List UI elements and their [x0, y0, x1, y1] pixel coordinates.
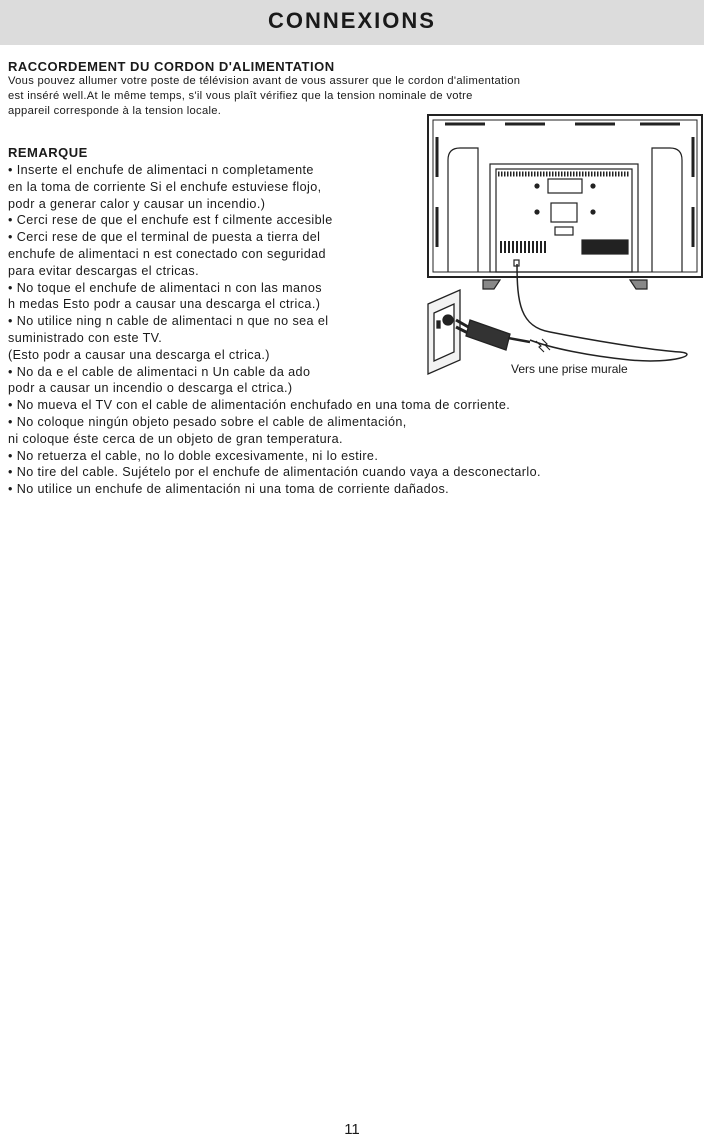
page-title: CONNEXIONS [268, 8, 436, 33]
note-line: enchufe de alimentaci n est conectado con seguridad [8, 246, 326, 261]
note-line: • No tire del cable. Sujételo por el enchufe de alimentación cuando vaya a desconectarlo. [8, 465, 541, 480]
note-line: • No da e el cable de alimentaci n Un cable da ado [8, 364, 311, 379]
note-line: (Esto podr a causar una descarga el ctrica.) [8, 347, 270, 362]
note-line: • No toque el enchufe de alimentaci n con las manos [8, 280, 322, 295]
tv-connection-diagram [410, 112, 704, 382]
note-line: ni coloque éste cerca de un objeto de gran temperatura. [8, 431, 343, 446]
note-line: • Inserte el enchufe de alimentaci n completamente [8, 163, 314, 177]
note-line: • No coloque ningún objeto pesado sobre el cable de alimentación, [8, 414, 407, 429]
note-line: podr a generar calor y causar un incendio.) [8, 196, 266, 211]
note-line: • Cerci rese de que el terminal de puesta a tierra del [8, 230, 321, 245]
power-cord [517, 264, 687, 361]
note-line: h medas Esto podr a causar una descarga el ctrica.) [8, 297, 321, 312]
note-line: suministrado con este TV. [8, 330, 163, 345]
page-number: 11 [344, 1121, 360, 1138]
section-heading-remarque: REMARQUE [8, 145, 88, 160]
note-line: • No utilice un enchufe de alimentación ni una toma de corriente dañados. [8, 482, 450, 497]
paragraph-line: Vous pouvez allumer votre poste de télévision avant de vous assurer que le cordon d'alimentation [8, 75, 521, 87]
tv-back-illustration [428, 115, 702, 289]
note-line: en la toma de corriente Si el enchufe estuviese flojo, [8, 179, 322, 194]
diagram-caption: Vers une prise murale [511, 362, 628, 376]
section-heading-power-cord: RACCORDEMENT DU CORDON D'ALIMENTATION [8, 59, 335, 74]
wall-outlet-icon [428, 290, 460, 374]
note-line: • No retuerza el cable, no lo doble excesivamente, ni lo estire. [8, 448, 379, 463]
note-line: para evitar descargas el ctricas. [8, 263, 199, 278]
paragraph-line: est inséré well.At le même temps, s'il vous plaît vérifiez que la tension nominale de votre [8, 90, 473, 102]
power-plug-icon [456, 320, 530, 350]
note-line: • No utilice ning n cable de alimentaci n que no sea el [8, 314, 329, 329]
paragraph-line: appareil corresponde à la tension locale. [8, 105, 222, 117]
note-line: • No mueva el TV con el cable de alimentación enchufado en una toma de corriente. [8, 398, 511, 413]
note-line: podr a causar un incendio o descarga el ctrica.) [8, 381, 293, 396]
note-line: • Cerci rese de que el enchufe est f cilmente accesible [8, 213, 333, 228]
